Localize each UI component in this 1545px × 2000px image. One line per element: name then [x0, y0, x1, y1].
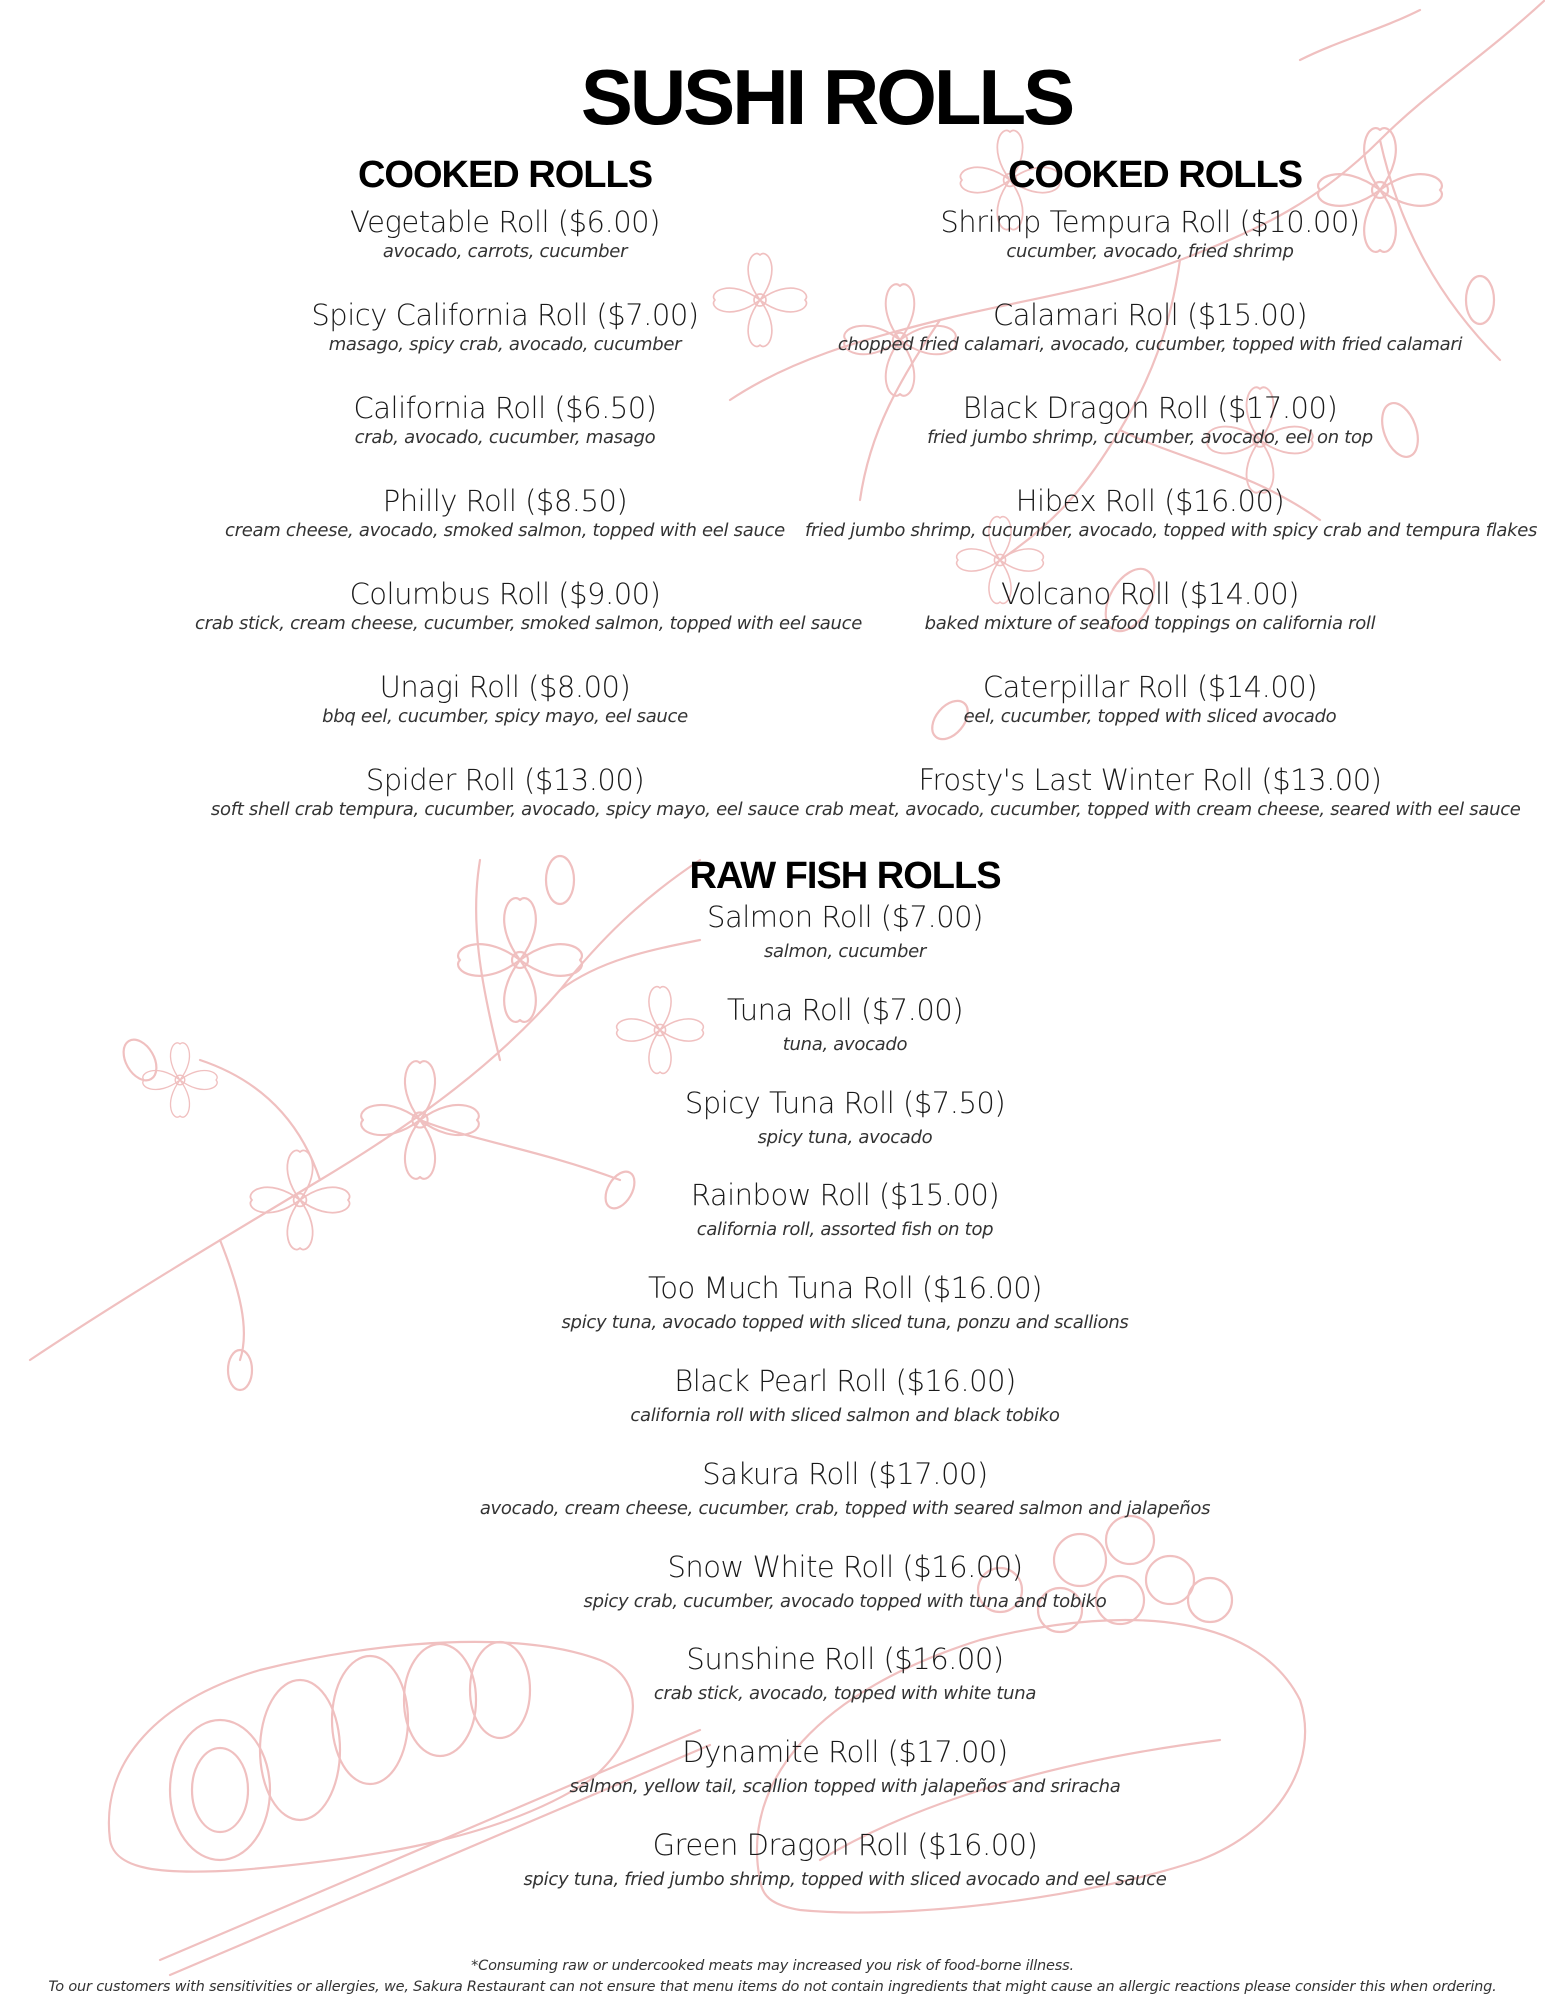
menu-item-name: Vegetable Roll ($6.00) — [350, 205, 660, 239]
menu-item-description: tuna, avocado — [782, 1033, 908, 1055]
menu-item-name: Black Dragon Roll ($17.00) — [962, 391, 1338, 425]
menu-item-description: cream cheese, avocado, smoked salmon, topped with eel sauce — [225, 520, 785, 541]
menu-item — [395, 1641, 1295, 1734]
menu-item-description: crab, avocado, cucumber, masago — [354, 427, 656, 448]
menu-item-description: avocado, carrots, cucumber — [382, 241, 628, 262]
menu-item — [395, 899, 1295, 992]
menu-item-description: spicy tuna, avocado — [757, 1126, 933, 1148]
disclaimer-raw-food: *Consuming raw or undercooked meats may increased you risk of food-borne illness. — [471, 1958, 1074, 1974]
menu-item — [195, 390, 815, 483]
menu-item-description: bbq eel, cucumber, spicy mayo, eel sauce — [322, 706, 688, 727]
menu-item-description: masago, spicy crab, avocado, cucumber — [328, 334, 682, 355]
menu-item — [395, 1827, 1295, 1920]
menu-item — [805, 204, 1495, 297]
menu-item-name: Dynamite Roll ($17.00) — [682, 1735, 1008, 1770]
menu-item — [395, 1363, 1295, 1456]
menu-item — [395, 992, 1295, 1085]
menu-item-name: California Roll ($6.50) — [353, 391, 657, 425]
menu-item-description: crab stick, cream cheese, cucumber, smoked salmon, topped with eel sauce — [195, 613, 863, 634]
menu-item — [195, 762, 815, 855]
menu-item-name: Tuna Roll ($7.00) — [726, 992, 964, 1027]
menu-item-name: Spider Roll ($13.00) — [365, 763, 645, 797]
menu-item-description: eel, cucumber, topped with sliced avocado — [963, 706, 1337, 727]
menu-item — [395, 1549, 1295, 1642]
menu-item-description: spicy tuna, avocado topped with sliced tuna, ponzu and scallions — [561, 1312, 1129, 1334]
menu-item-name: Volcano Roll ($14.00) — [1001, 577, 1299, 611]
menu-item-description: soft shell crab tempura, cucumber, avocado, spicy mayo, eel sauce — [210, 799, 800, 820]
menu-item-name: Frosty's Last Winter Roll ($13.00) — [918, 763, 1382, 797]
disclaimer-allergy: To our customers with sensitivities or allergies, we, Sakura Restaurant can not ensure that menu items do not contain ingredients that might cause an allergic reactions please consider this when ordering. — [48, 1979, 1497, 1995]
menu-item-name: Too Much Tuna Roll ($16.00) — [647, 1271, 1042, 1306]
menu-item-description: california roll, assorted fish on top — [696, 1219, 994, 1241]
menu-title: SUSHI ROLLS — [580, 53, 1073, 141]
menu-item-name: Columbus Roll ($9.00) — [349, 577, 661, 611]
menu-item — [805, 576, 1495, 669]
menu-item — [395, 1085, 1295, 1178]
menu-item-description: spicy tuna, fried jumbo shrimp, topped with sliced avocado and eel sauce — [523, 1868, 1167, 1890]
menu-item — [195, 669, 815, 762]
menu-item-name: Black Pearl Roll ($16.00) — [674, 1363, 1016, 1398]
cooked-rolls-left-list — [195, 204, 863, 855]
menu-item-description: cucumber, avocado, fried shrimp — [1006, 241, 1294, 262]
menu-item-description: crab meat, avocado, cucumber, topped with cream cheese, seared with eel sauce — [805, 799, 1521, 820]
menu-item-description: chopped fried calamari, avocado, cucumber, topped with fried calamari — [837, 334, 1463, 355]
cooked-rolls-right-list — [805, 204, 1538, 855]
menu-item-description: baked mixture of seafood toppings on california roll — [924, 613, 1376, 634]
menu-item-name: Sunshine Roll ($16.00) — [686, 1642, 1004, 1677]
section-heading-cooked-right: COOKED ROLLS — [1007, 154, 1303, 196]
menu-item — [395, 1734, 1295, 1827]
menu-item-description: california roll with sliced salmon and black tobiko — [630, 1404, 1060, 1426]
menu-item — [395, 1270, 1295, 1363]
menu-item-name: Green Dragon Roll ($16.00) — [652, 1827, 1038, 1862]
menu-item-name: Rainbow Roll ($15.00) — [690, 1178, 1000, 1213]
menu-item-name: Salmon Roll ($7.00) — [707, 900, 983, 934]
section-heading-cooked-left: COOKED ROLLS — [357, 154, 653, 196]
menu-item — [805, 762, 1521, 855]
menu-item-description: fried jumbo shrimp, cucumber, avocado, eel on top — [927, 427, 1373, 448]
menu-item-name: Unagi Roll ($8.00) — [379, 670, 631, 704]
menu-item — [395, 1177, 1295, 1270]
menu-item — [805, 390, 1495, 483]
menu-item-name: Snow White Roll ($16.00) — [667, 1549, 1023, 1584]
menu-item-name: Spicy Tuna Roll ($7.50) — [684, 1085, 1006, 1120]
menu-item — [195, 483, 815, 576]
menu-item-description: spicy crab, cucumber, avocado topped with tuna and tobiko — [583, 1590, 1107, 1612]
menu-item-description: avocado, cream cheese, cucumber, crab, topped with seared salmon and jalapeños — [479, 1497, 1211, 1519]
menu-item-description: fried jumbo shrimp, cucumber, avocado, topped with spicy crab and tempura flakes — [805, 520, 1538, 541]
menu-item-name: Spicy California Roll ($7.00) — [311, 298, 699, 332]
raw-fish-rolls-list — [395, 899, 1295, 1920]
menu-item-name: Caterpillar Roll ($14.00) — [982, 670, 1318, 704]
menu-item — [195, 576, 863, 669]
menu-item — [805, 297, 1495, 390]
menu-item-description: salmon, cucumber — [763, 941, 927, 962]
menu-item-name: Hibex Roll ($16.00) — [1015, 484, 1285, 518]
section-heading-raw: RAW FISH ROLLS — [689, 855, 1001, 897]
menu-item — [195, 204, 815, 297]
menu-item-description: salmon, yellow tail, scallion topped with jalapeños and sriracha — [569, 1776, 1121, 1798]
menu-item — [805, 669, 1495, 762]
menu-item-name: Sakura Roll ($17.00) — [702, 1456, 988, 1491]
menu-item — [395, 1456, 1295, 1549]
menu-item-name: Shrimp Tempura Roll ($10.00) — [940, 205, 1360, 239]
menu-item-name: Calamari Roll ($15.00) — [992, 298, 1308, 332]
menu-item-description: crab stick, avocado, topped with white tuna — [653, 1683, 1037, 1705]
menu-item — [195, 297, 815, 390]
menu-item — [805, 483, 1538, 576]
menu-item-name: Philly Roll ($8.50) — [382, 484, 628, 518]
